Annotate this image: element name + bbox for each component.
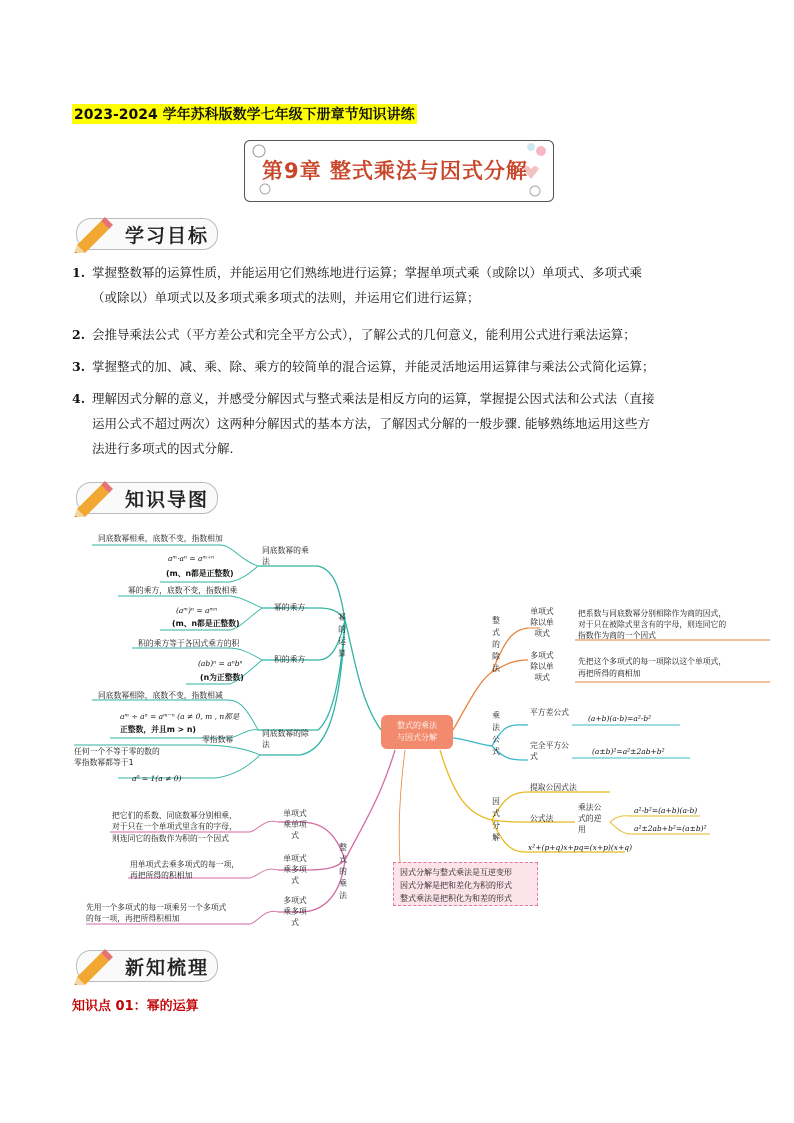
cond-product-power: (n为正整数) [200, 673, 244, 682]
rule-mono-div-2: 对于只在被除式里含有的字母，则连同它的 [578, 620, 727, 629]
goal-item-3: 3. 掌握整式的加、减、乘、除、乘方的较简单的混合运算，并能灵活地运用运算律与乘法公式简化运算； [72, 359, 655, 374]
formula-product-power: (ab)ⁿ = aⁿbⁿ [198, 659, 243, 668]
goal-item-2: 2. 会推导乘法公式（平方差公式和完全平方公式），了解公式的几何意义，能利用公式进行乘法运算； [72, 327, 636, 342]
node-mono-poly: 单项式乘多项式 [283, 854, 307, 885]
node-mono-div: 单项式除以单项式 [530, 607, 554, 638]
pencil-icon [71, 947, 113, 985]
section-title-review: 新知梳理 [125, 956, 210, 979]
note-line-2: 因式分解是把和差化为积的形式 [400, 881, 512, 890]
branch-formula: 乘法公式 [492, 711, 500, 756]
rule-poly-div-2: 再把所得的商相加 [578, 669, 641, 678]
formula-zero-exp: a⁰ = 1(a ≠ 0) [132, 774, 182, 783]
section-title-goals: 学习目标 [125, 224, 210, 247]
knowledge-point-title: 知识点 01：幂的运算 [72, 999, 199, 1014]
section-header-review [76, 950, 218, 982]
goal-item-4: 4. 理解因式分解的意义，并感受分解因式与整式乘法是相反方向的运算，掌握提公因式法和公式法（直接 运用公式不超过两次）这两种分解因式的基本方法，了解因式分解的一般步骤. 能够熟练地运用这些方 法进行多项式的因式分解. [72, 391, 655, 456]
node-formula-method: 公式法 [530, 814, 554, 823]
node-power-of-power: 幂的乘方 [274, 603, 306, 612]
node-same-base-mul: 同底数幂的乘法 [262, 546, 309, 566]
rule-poly-poly-2: 的每一项，再把所得积相加 [86, 914, 180, 923]
rule-zero-exp-1: 任何一个不等于零的数的 [74, 747, 160, 756]
rule-same-base-div: 同底数幂相除，底数不变，指数相减 [98, 691, 223, 700]
rule-poly-div-1: 先把这个多项式的每一项除以这个单项式， [578, 657, 727, 666]
formula-perfect-square: (a±b)²=a²±2ab+b² [592, 747, 665, 756]
formula-power-of-power: (aᵐ)ⁿ = aᵐⁿ [176, 606, 218, 615]
node-same-base-div: 同底数幂的除法 [262, 729, 309, 749]
goal-item-1: 1. 掌握整数幂的运算性质，并能运用它们熟练地进行运算；掌握单项式乘（或除以）单项式、多项式乘 （或除以）单项式以及多项式乘多项式的法则，并运用它们进行运算； [72, 265, 643, 305]
rule-mono-poly-1: 用单项式去乘多项式的每一项， [130, 860, 240, 869]
formula-cross: x²+(p+q)x+pq=(x+p)(x+q) [528, 843, 632, 852]
section-title-map: 知识导图 [125, 488, 210, 511]
branch-division: 整式的除法 [492, 616, 500, 673]
formula-factor-diff: a²-b²=(a+b)(a-b) [634, 806, 698, 815]
rule-zero-exp-2: 零指数幂都等于1 [74, 758, 134, 767]
formula-same-base-mul: aᵐ·aⁿ = aᵐ⁺ⁿ [168, 554, 215, 563]
cond-power-of-power: (m、n都是正整数) [172, 619, 240, 628]
node-perfect-square: 完全平方公式 [530, 741, 569, 761]
formula-diff-squares: (a+b)(a-b)=a²-b² [588, 714, 652, 723]
formula-factor-square: a²±2ab+b²=(a±b)² [634, 824, 707, 833]
rule-mono-mono-1: 把它们的系数、同底数幂分别相乘， [112, 811, 237, 820]
node-poly-div: 多项式除以单项式 [530, 651, 554, 682]
node-diff-squares: 平方差公式 [530, 708, 569, 717]
node-poly-poly: 多项式乘多项式 [283, 896, 307, 927]
rule-mono-poly-2: 再把所得的积相加 [130, 871, 193, 880]
formula-same-base-div: aᵐ ÷ aⁿ = aᵐ⁻ⁿ (a ≠ 0, m , n都是 [120, 712, 240, 721]
rule-power-of-power: 幂的乘方，底数不变，指数相乘 [128, 586, 238, 595]
branch-power: 幂的运算 [338, 613, 346, 658]
rule-poly-poly-1: 先用一个多项式的每一项乘另一个多项式 [86, 903, 227, 912]
cond-same-base-mul: (m、n都是正整数) [166, 569, 234, 578]
note-box [393, 862, 538, 906]
rule-mono-mono-2: 对于只在一个单项式里含有的字母， [112, 822, 237, 831]
rule-mono-mono-3: 则连同它的指数作为积的一个因式 [112, 834, 229, 843]
node-zero-exp: 零指数幂 [202, 735, 234, 744]
cond-same-base-div: 正整数，并且m > n) [120, 725, 196, 734]
mindmap-center: 整式的乘法 与因式分解 [381, 715, 453, 749]
chapter-title: 第9章 整式乘法与因式分解 [262, 159, 528, 183]
rule-same-base-mul: 同底数幂相乘，底数不变，指数相加 [98, 534, 223, 543]
node-inverse-formula: 乘法公式的逆用 [578, 803, 602, 834]
rule-product-power: 积的乘方等于各因式乘方的积 [138, 639, 240, 648]
branch-multiplication: 整式的乘法 [339, 843, 347, 900]
node-common-factor: 提取公因式法 [530, 783, 577, 792]
node-mono-mono: 单项式乘单项式 [283, 809, 307, 840]
note-line-1: 因式分解与整式乘法是互逆变形 [400, 868, 512, 877]
rule-mono-div-1: 把系数与同底数幂分别相除作为商的因式， [578, 609, 727, 618]
branch-factoring: 因式分解 [492, 797, 500, 842]
node-product-power: 积的乘方 [274, 655, 306, 664]
document-title: 2023-2024 学年苏科版数学七年级下册章节知识讲练 [72, 104, 417, 124]
rule-mono-div-3: 指数作为商的一个因式 [578, 631, 656, 640]
note-line-3: 整式乘法是把积化为和差的形式 [400, 894, 512, 903]
